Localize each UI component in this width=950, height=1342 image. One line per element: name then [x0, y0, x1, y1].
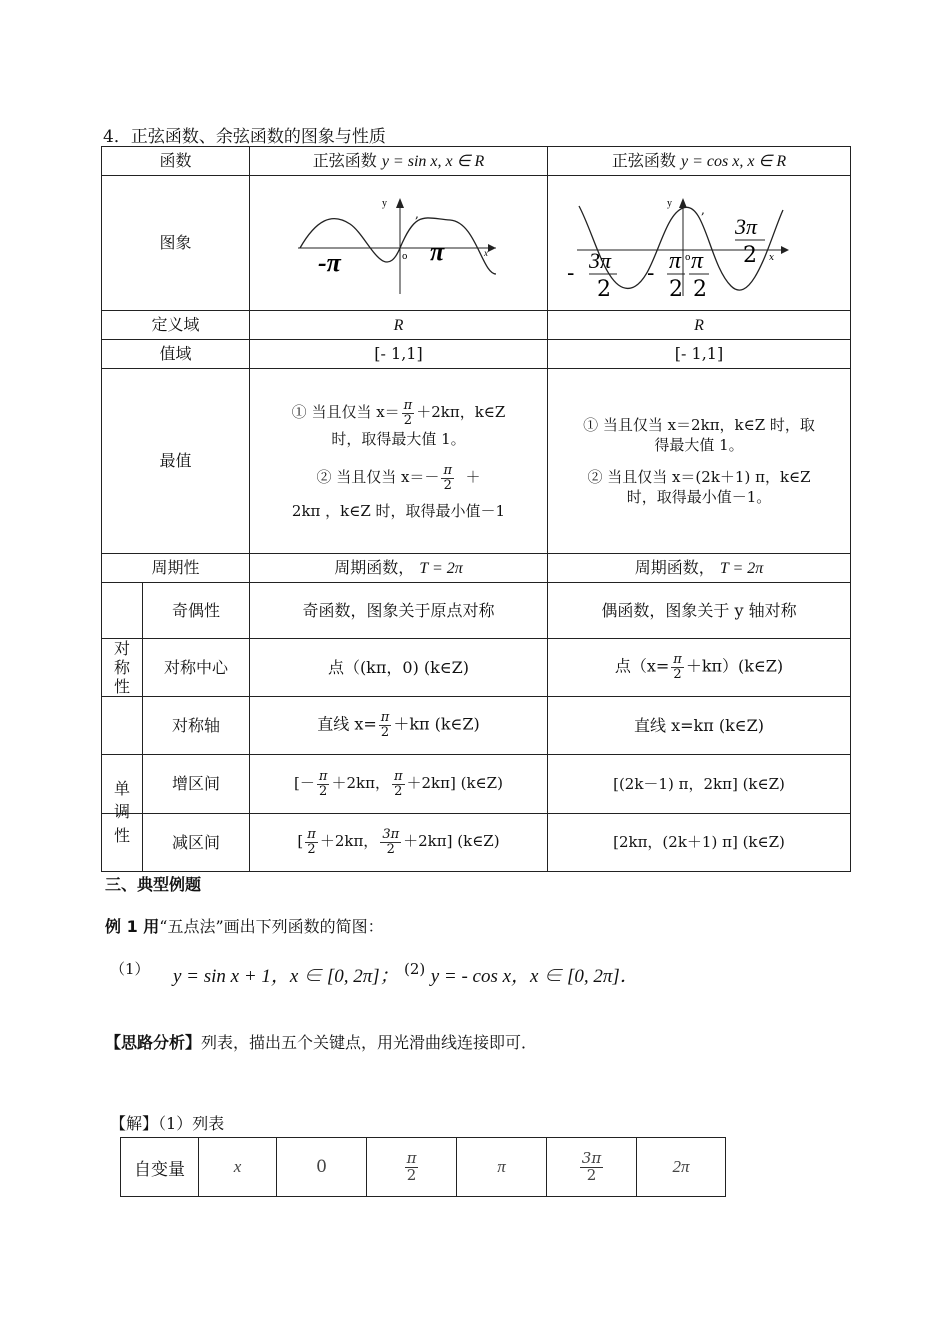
domain-label-cell: [102, 311, 250, 340]
inc-sin-a: [－: [294, 774, 315, 792]
value-table-v1: [367, 1138, 457, 1197]
frac-den: 2: [443, 477, 452, 493]
frac-num: π: [443, 463, 452, 478]
properties-table: [101, 146, 851, 872]
dec-sin-c: ＋2kπ] (k∈Z): [403, 832, 500, 851]
header-label-cell: [102, 147, 250, 176]
parity-cos: 偶函数，图象关于 y 轴对称: [601, 600, 797, 620]
extrema-label: 最值: [159, 451, 192, 471]
value-table-v2: π: [457, 1138, 547, 1197]
symmetry-center-label-cell: [102, 639, 250, 697]
sin-x-arrow-icon: [488, 244, 496, 252]
center-cos-a: 点（x=: [614, 657, 670, 676]
extrema-cos-line2: 得最大值 1。: [654, 435, 744, 454]
cos-y-label: y: [667, 198, 672, 210]
header-cos-cell: [548, 147, 851, 176]
center-label: 对称中心: [142, 639, 249, 696]
symmetry-parity-label-cell: [102, 583, 250, 639]
period-label-cell: [102, 554, 250, 583]
extrema-cos-line4: 时，取得最小值－1。: [626, 488, 772, 507]
sin-y-label: y: [381, 198, 387, 210]
inc-sin-frac1: [317, 770, 330, 798]
dec-cos-cell: [548, 814, 851, 872]
period-cos-text: 周期函数，: [634, 557, 715, 577]
solution-text: （1）列表: [158, 1114, 225, 1133]
dec-sin-frac1: [305, 828, 318, 856]
header-sin-formula: y = sin x, x ∈ R: [381, 152, 485, 170]
extrema-cos-line3: ② 当且仅当 x＝(2k＋1) π，k∈Z: [587, 468, 811, 486]
problem-item-1: （1）: [110, 960, 150, 978]
cos-pi2-b-den: 2: [693, 277, 707, 303]
inc-cos: [(2k－1) π，2kπ] (k∈Z): [613, 774, 785, 793]
axis-label: 对称轴: [142, 697, 249, 754]
problem-item-2: (2): [404, 960, 426, 978]
axis-sin-b: ＋kπ (k∈Z): [393, 715, 480, 734]
frac-num: π: [318, 768, 328, 784]
sin-graph: [254, 176, 544, 304]
extrema-sin-frac1: [402, 399, 415, 427]
center-cos-cell: [548, 639, 851, 697]
sin-graph-cell: [250, 176, 548, 311]
cos-graph-cell: [548, 176, 851, 311]
range-cos-cell: [548, 340, 851, 369]
value-table-v3: [547, 1138, 637, 1197]
inc-label: 增区间: [142, 755, 249, 813]
period-cos-formula: T = 2π: [719, 559, 764, 577]
axis-sin-a: 直线 x=: [317, 715, 377, 734]
center-cos-frac: [671, 653, 684, 681]
symmetry-axis-label-cell: [102, 697, 250, 755]
cos-neg-sign-2: -: [647, 261, 655, 287]
dec-label: 减区间: [142, 814, 249, 871]
range-sin: [- 1,1]: [374, 344, 423, 364]
sin-x-label: x: [483, 248, 488, 259]
range-label-cell: [102, 340, 250, 369]
cos-pos-3pi-den: 2: [743, 243, 757, 269]
center-cos-b: ＋kπ）(k∈Z): [685, 657, 784, 676]
frac-den: 2: [586, 1165, 597, 1184]
range-sin-cell: [250, 340, 548, 369]
period-sin-text: 周期函数，: [334, 557, 415, 577]
extrema-sin-cell: [250, 369, 548, 554]
dec-sin-a: [: [297, 832, 304, 851]
frac-den: 2: [307, 842, 316, 857]
axis-cos: 直线 x=kπ (k∈Z): [634, 715, 764, 735]
extrema-sin-frac2: [441, 464, 454, 492]
period-sin-cell: [250, 554, 548, 583]
frac-num: 3π: [581, 1148, 602, 1167]
frac-den: 2: [673, 667, 682, 682]
header-sin-cell: [250, 147, 548, 176]
frac-num: π: [403, 398, 413, 414]
frac-num: π: [380, 710, 390, 726]
dec-cos: [2kπ，(2k＋1) π] (k∈Z): [613, 833, 785, 852]
frac-den: 2: [380, 725, 390, 740]
cos-pi2-b-num: π: [691, 248, 704, 275]
frac-den: 2: [386, 842, 395, 857]
cos-origin: o: [685, 253, 691, 264]
period-sin-formula: T = 2π: [419, 559, 463, 577]
parity-sin: 奇函数，图象关于原点对称: [302, 600, 495, 620]
extrema-sin-line3-a: ② 当且仅当 x＝－: [316, 468, 440, 487]
frac-num: π: [406, 1148, 417, 1167]
symmetry-group-label: [102, 639, 142, 697]
parity-cos-cell: [548, 583, 851, 639]
sin-tick-mark: ,: [414, 207, 419, 222]
frac-num: π: [673, 652, 682, 668]
range-label: 值域: [159, 344, 192, 364]
inc-cos-cell: [548, 755, 851, 814]
cos-pi2-a-num: π: [669, 248, 682, 275]
cos-pi2-a-den: 2: [669, 277, 683, 303]
extrema-sin-line4: 2kπ ，k∈Z 时，取得最小值－1: [291, 502, 506, 521]
cos-neg-3pi-num: 3π: [589, 248, 612, 274]
value-table-frac3: [580, 1148, 603, 1184]
extrema-sin-line3-b: ＋: [465, 468, 481, 487]
sin-y-arrow-icon: [396, 198, 404, 208]
period-cos-cell: [548, 554, 851, 583]
extrema-label-cell: [102, 369, 250, 554]
symmetry-group-text: 对称性: [114, 638, 131, 697]
sin-neg-pi: -π: [317, 248, 341, 278]
domain-cos: R: [694, 316, 704, 334]
mono-group-text: 单调性: [114, 779, 131, 845]
cos-pos-3pi-num: 3π: [735, 214, 758, 240]
inc-sin-frac2: [392, 770, 405, 798]
cos-x-arrow-icon: [781, 246, 789, 254]
header-label: 函数: [159, 151, 192, 171]
frac-num: π: [393, 768, 403, 784]
cos-neg-3pi-den: 2: [597, 277, 611, 303]
header-cos-prefix: 正弦函数: [611, 150, 676, 170]
cos-graph: [551, 176, 847, 304]
example-1: [105, 914, 384, 937]
extrema-sin-line1-b: ＋2kπ，k∈Z: [416, 403, 506, 422]
inc-sin-c: ＋2kπ] (k∈Z): [406, 774, 503, 792]
header-sin-prefix: 正弦函数: [312, 150, 377, 170]
domain-sin: R: [393, 316, 404, 334]
solution-label: 【解】: [110, 1114, 159, 1133]
value-table-header: 自变量: [121, 1138, 199, 1197]
cos-neg-sign-1: -: [567, 261, 575, 287]
analysis: [105, 1030, 537, 1053]
frac-den: 2: [403, 412, 413, 428]
inc-sin-b: ＋2kπ，: [331, 774, 390, 792]
cos-x-label: x: [769, 253, 775, 264]
frac-num: π: [307, 827, 316, 843]
center-sin: 点（(kπ，0) (k∈Z): [327, 657, 470, 677]
center-sin-cell: [250, 639, 548, 697]
extrema-sin-line3: [254, 464, 543, 492]
section-title: 4．正弦函数、余弦函数的图象与性质: [103, 127, 386, 147]
period-label: 周期性: [151, 558, 200, 578]
value-table-frac1: [405, 1148, 419, 1184]
section-heading: 三、典型例题: [105, 875, 202, 894]
frac-den: 2: [319, 783, 328, 799]
frac-den: 2: [406, 1165, 417, 1184]
value-table-var: x: [199, 1138, 277, 1197]
axis-sin-cell: [250, 697, 548, 755]
value-table-v4: 2π: [637, 1138, 726, 1197]
value-table-v0: 0: [277, 1138, 367, 1197]
dec-sin-frac2: [380, 828, 401, 856]
frac-den: 2: [394, 783, 403, 799]
parity-sin-cell: [250, 583, 548, 639]
solution: [110, 1111, 224, 1134]
graph-label-cell: [102, 176, 250, 311]
problem-line: [110, 958, 639, 988]
domain-label: 定义域: [151, 315, 200, 335]
cos-y-arrow-icon: [679, 198, 687, 208]
inc-sin-cell: [250, 755, 548, 814]
axis-sin-frac: [379, 711, 392, 739]
domain-cos-cell: [548, 311, 851, 340]
analysis-text: 列表，描出五个关键点，用光滑曲线连接即可．: [201, 1033, 538, 1052]
sin-origin: o: [401, 252, 407, 263]
axis-cos-cell: [548, 697, 851, 755]
extrema-cos-line1: ① 当且仅当 x＝2kπ，k∈Z 时，取: [583, 415, 815, 434]
extrema-sin-line2: 时，取得最大值 1。: [331, 429, 466, 448]
frac-num: 3π: [382, 827, 400, 843]
parity-label: 奇偶性: [142, 583, 249, 638]
dec-sin-cell: [250, 814, 548, 872]
range-cos: [- 1,1]: [674, 344, 724, 364]
sin-pi: π: [429, 237, 444, 267]
example-1-text: “五点法”画出下列函数的简图：: [159, 917, 384, 936]
dec-sin-b: ＋2kπ，: [319, 832, 379, 851]
analysis-label: 【思路分析】: [105, 1033, 202, 1052]
extrema-sin-line1-a: ① 当且仅当 x＝: [291, 403, 400, 422]
domain-sin-cell: [250, 311, 548, 340]
graph-label: 图象: [159, 233, 192, 253]
example-1-label: 例 1 用: [105, 917, 160, 936]
mono-group-label: [102, 777, 142, 847]
value-table: [120, 1137, 726, 1197]
header-cos-formula: y = cos x, x ∈ R: [680, 152, 787, 170]
problem-formula-2: y = - cos x，x ∈ [0, 2π]．: [430, 966, 639, 987]
extrema-sin-line1: [254, 399, 543, 427]
cos-tick-mark: ,: [701, 203, 705, 218]
extrema-cos-cell: [548, 369, 851, 554]
problem-formula-1: y = sin x + 1，x ∈ [0, 2π]；: [172, 966, 399, 987]
